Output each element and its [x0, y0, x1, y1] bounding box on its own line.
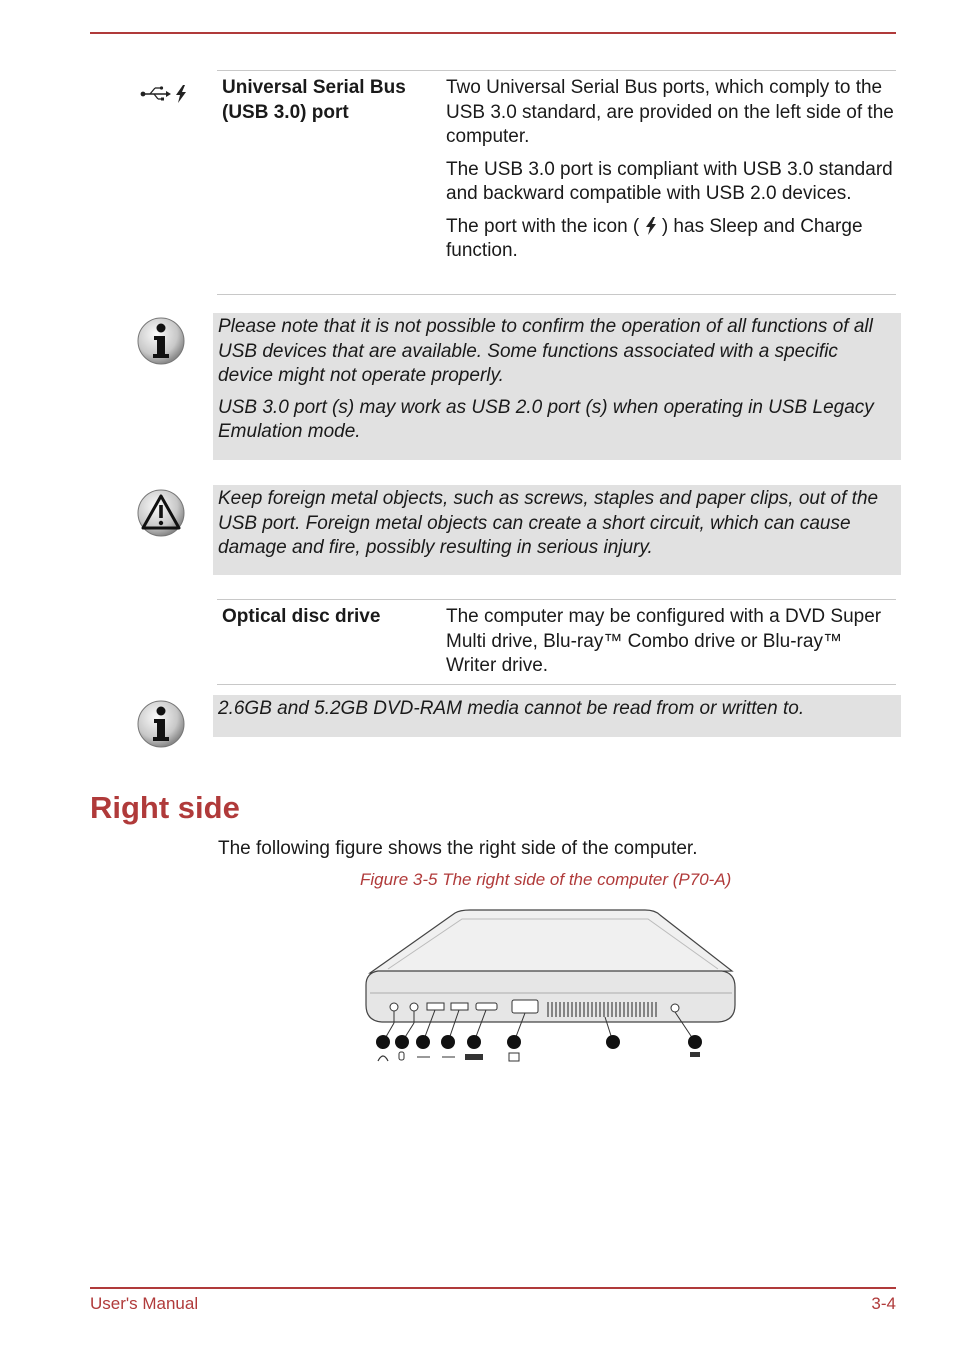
usb-description — [446, 76, 896, 272]
usb-paragraph-3b: ) has Sleep and Charge function. — [446, 215, 863, 261]
usb-term: Universal Serial Bus (USB 3.0) port — [222, 77, 406, 123]
optical-description — [446, 605, 896, 687]
usb-paragraph-3a: The port with the icon ( — [446, 215, 645, 237]
table-bottom-rule-optical — [217, 684, 896, 685]
table-top-rule-optical — [217, 599, 896, 600]
info-icon — [136, 699, 186, 749]
optical-text: The computer may be configured with a DVD Super Multi drive, Blu-ray™ Combo drive or Blu-ray™ Writer drive. — [446, 606, 882, 676]
laptop-right-side-figure — [360, 905, 740, 1070]
note-dvd-text: 2.6GB and 5.2GB DVD-RAM media cannot be read from or written to. — [218, 698, 805, 719]
footer-rule — [90, 1287, 896, 1289]
page-number: 3-4 — [871, 1294, 896, 1313]
header-rule — [90, 32, 896, 34]
info-icon — [136, 316, 186, 366]
warning-box-usb — [213, 485, 901, 575]
warning-icon — [136, 488, 186, 538]
footer-title: User's Manual — [90, 1294, 199, 1313]
optical-term: Optical disc drive — [222, 606, 381, 627]
note-paragraph-1: Please note that it is not possible to confirm the operation of all functions of all USB devices that are available. Some functions associated with a specific device might not operate properly. — [218, 316, 873, 386]
table-row-rule — [217, 294, 896, 295]
usb-paragraph-1: Two Universal Serial Bus ports, which comply to the USB 3.0 standard, are provided on the left side of the computer. — [446, 77, 894, 147]
note-paragraph-2: USB 3.0 port (s) may work as USB 2.0 port (s) when operating in USB Legacy Emulation mode. — [218, 396, 874, 442]
lightning-icon — [645, 217, 657, 235]
section-intro: The following figure shows the right side of the computer. — [218, 838, 698, 859]
note-box-dvd — [213, 695, 901, 737]
section-heading: Right side — [90, 790, 240, 825]
usb-paragraph-3 — [446, 215, 896, 264]
usb-paragraph-2: The USB 3.0 port is compliant with USB 3.0 standard and backward compatible with USB 2.0 devices. — [446, 158, 893, 204]
table-top-rule — [217, 70, 896, 71]
usb-sleep-charge-icon — [140, 84, 190, 104]
note-box-usb — [213, 313, 901, 460]
warning-text: Keep foreign metal objects, such as screws, staples and paper clips, out of the USB port. Foreign metal objects can create a short circuit, which can cause damage and fire, possibly resulting in serious injury. — [218, 488, 879, 558]
figure-caption: Figure 3-5 The right side of the computer (P70-A) — [360, 870, 732, 889]
